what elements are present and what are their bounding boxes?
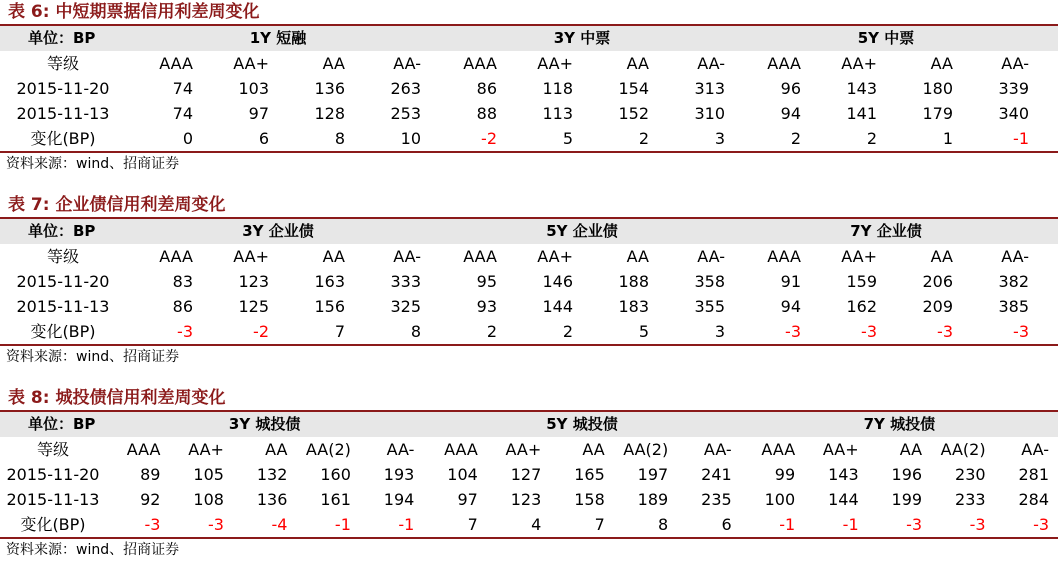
table-cell: -3 xyxy=(1013,322,1029,341)
rating-cell: AA- xyxy=(1001,54,1029,73)
table-cell: 97 xyxy=(457,490,478,509)
table-cell: 146 xyxy=(542,272,573,291)
table-cell: 7 xyxy=(467,515,478,534)
row-label: 2015-11-13 xyxy=(6,490,100,509)
group-header: 5Y 城投债 xyxy=(546,415,618,433)
group-header: 3Y 中票 xyxy=(553,29,611,47)
table-cell: 105 xyxy=(193,465,224,484)
table-cell: 160 xyxy=(320,465,351,484)
table-cell: 96 xyxy=(780,79,801,98)
rating-cell: AA xyxy=(626,54,649,73)
table-row xyxy=(0,76,1058,101)
row-label: 等级 xyxy=(46,247,79,266)
table-cell: 183 xyxy=(618,297,649,316)
table-cell: 382 xyxy=(998,272,1029,291)
table-cell: 113 xyxy=(542,104,573,123)
group-header: 3Y 城投债 xyxy=(228,415,301,433)
table-cell: 179 xyxy=(922,104,953,123)
table-cell: 180 xyxy=(922,79,953,98)
group-header: 7Y 城投债 xyxy=(863,415,936,433)
table-cell: 132 xyxy=(256,465,288,484)
table-cell: 358 xyxy=(694,272,725,291)
table-cell: -2 xyxy=(253,322,269,341)
data-table xyxy=(0,410,1058,539)
table-cell: 104 xyxy=(447,465,478,484)
table-cell: 144 xyxy=(542,297,573,316)
table-cell: 123 xyxy=(238,272,269,291)
rating-row xyxy=(0,244,1058,269)
rating-cell: AA+ xyxy=(841,54,877,73)
table-cell: 1 xyxy=(942,129,953,148)
table-cell: 5 xyxy=(562,129,573,148)
table-cell: 74 xyxy=(172,79,193,98)
table-cell: 158 xyxy=(574,490,605,509)
table-cell: 284 xyxy=(1018,490,1050,509)
group-header: 7Y 企业债 xyxy=(850,222,922,240)
group-header: 1Y 短融 xyxy=(249,29,307,47)
table-cell: -2 xyxy=(481,129,497,148)
row-label: 变化(BP) xyxy=(30,129,96,148)
table-cell: 136 xyxy=(256,490,288,509)
rating-cell: AA xyxy=(322,247,345,266)
table-cell: 194 xyxy=(383,490,415,509)
rating-cell: AA+ xyxy=(537,247,573,266)
table-cell: 141 xyxy=(846,104,877,123)
rating-cell: AA+ xyxy=(505,440,542,459)
table-cell: 6 xyxy=(721,515,732,534)
table-cell: 118 xyxy=(542,79,573,98)
rating-cell: AA xyxy=(930,247,953,266)
table-cell: 94 xyxy=(780,104,801,123)
table-cell: -1 xyxy=(398,515,415,534)
source-note: 资料来源：wind、招商证券 xyxy=(6,542,180,558)
table-cell: 108 xyxy=(193,490,224,509)
table-7 xyxy=(0,193,1058,368)
row-label: 变化(BP) xyxy=(30,322,96,341)
table-cell: 4 xyxy=(531,515,542,534)
row-label: 变化(BP) xyxy=(20,515,86,534)
table-8 xyxy=(0,386,1058,561)
rating-cell: AAA xyxy=(463,247,497,266)
group-header: 5Y 中票 xyxy=(857,29,915,47)
table-cell: 165 xyxy=(574,465,605,484)
table-cell: -3 xyxy=(906,515,923,534)
table-cell: -3 xyxy=(785,322,801,341)
rating-cell: AA(2) xyxy=(305,440,351,459)
rating-cell: AA- xyxy=(1021,440,1050,459)
table-cell: 144 xyxy=(828,490,859,509)
table-cell: 6 xyxy=(258,129,269,148)
table-cell: 89 xyxy=(140,465,161,484)
table-cell: 86 xyxy=(172,297,193,316)
table-cell: 199 xyxy=(891,490,923,509)
rating-cell: AAA xyxy=(761,440,796,459)
table-cell: 91 xyxy=(780,272,801,291)
rating-cell: AAA xyxy=(126,440,161,459)
row-label: 2015-11-20 xyxy=(16,79,110,98)
rating-cell: AA+ xyxy=(822,440,859,459)
table-cell: 193 xyxy=(383,465,415,484)
table-cell: 233 xyxy=(955,490,986,509)
table-cell: 10 xyxy=(400,129,421,148)
table-cell: 385 xyxy=(998,297,1029,316)
table-header-row xyxy=(0,219,1058,244)
table-cell: 281 xyxy=(1018,465,1050,484)
table-cell: 197 xyxy=(637,465,669,484)
data-table xyxy=(0,24,1058,153)
source-note: 资料来源：wind、招商证券 xyxy=(6,349,180,365)
rating-cell: AA- xyxy=(697,54,725,73)
table-cell: -3 xyxy=(177,322,193,341)
unit-label: 单位：BP xyxy=(28,415,96,433)
rating-cell: AA- xyxy=(393,54,421,73)
table-cell: 209 xyxy=(922,297,953,316)
table-cell: 263 xyxy=(390,79,421,98)
table-cell: 3 xyxy=(714,129,725,148)
rating-cell: AA- xyxy=(697,247,725,266)
rating-cell: AA- xyxy=(1001,247,1029,266)
table-cell: 188 xyxy=(618,272,649,291)
table-row xyxy=(0,487,1058,512)
rating-cell: AA(2) xyxy=(940,440,986,459)
table-cell: 2 xyxy=(562,322,573,341)
table-cell: -1 xyxy=(334,515,351,534)
table-cell: 2 xyxy=(638,129,649,148)
table-row xyxy=(0,512,1058,537)
group-header: 5Y 企业债 xyxy=(546,222,618,240)
rating-cell: AA xyxy=(322,54,345,73)
table-cell: 97 xyxy=(248,104,269,123)
data-table xyxy=(0,217,1058,346)
rating-cell: AA xyxy=(626,247,649,266)
rating-cell: AA xyxy=(899,440,923,459)
table-cell: -1 xyxy=(842,515,859,534)
table-cell: 99 xyxy=(774,465,796,484)
table-title: 表 8: 城投债信用利差周变化 xyxy=(8,388,226,408)
table-cell: 230 xyxy=(955,465,986,484)
table-cell: 0 xyxy=(182,129,193,148)
table-6 xyxy=(0,0,1058,175)
table-cell: 93 xyxy=(476,297,497,316)
table-cell: 310 xyxy=(694,104,725,123)
table-cell: 2 xyxy=(790,129,801,148)
table-cell: -3 xyxy=(207,515,224,534)
table-cell: 74 xyxy=(172,104,193,123)
table-cell: 8 xyxy=(658,515,669,534)
rating-row xyxy=(0,437,1058,462)
rating-cell: AA+ xyxy=(188,440,224,459)
table-cell: 123 xyxy=(510,490,542,509)
row-label: 等级 xyxy=(46,54,79,73)
table-cell: 235 xyxy=(701,490,732,509)
table-cell: 2 xyxy=(486,322,497,341)
table-cell: 8 xyxy=(334,129,345,148)
rating-cell: AA+ xyxy=(537,54,573,73)
rating-cell: AA xyxy=(930,54,953,73)
rating-cell: AAA xyxy=(444,440,478,459)
table-cell: 156 xyxy=(314,297,345,316)
group-header: 3Y 企业债 xyxy=(242,222,314,240)
table-row xyxy=(0,462,1058,487)
table-row xyxy=(0,294,1058,319)
rating-cell: AAA xyxy=(767,54,801,73)
unit-label: 单位：BP xyxy=(28,29,96,47)
rating-cell: AA+ xyxy=(233,54,269,73)
rating-cell: AA- xyxy=(386,440,415,459)
source-note: 资料来源：wind、招商证券 xyxy=(6,156,180,172)
table-cell: 94 xyxy=(780,297,801,316)
table-cell: 83 xyxy=(172,272,193,291)
table-cell: 143 xyxy=(828,465,859,484)
table-header-row xyxy=(0,412,1058,437)
rating-cell: AA+ xyxy=(841,247,877,266)
table-cell: 154 xyxy=(618,79,649,98)
rating-cell: AAA xyxy=(767,247,801,266)
table-cell: 7 xyxy=(594,515,605,534)
rating-cell: AAA xyxy=(463,54,497,73)
rating-cell: AA xyxy=(582,440,605,459)
table-cell: 95 xyxy=(476,272,497,291)
rating-cell: AA xyxy=(265,440,288,459)
table-cell: 206 xyxy=(922,272,953,291)
table-cell: 7 xyxy=(334,322,345,341)
table-cell: 88 xyxy=(476,104,497,123)
table-cell: -1 xyxy=(779,515,796,534)
rating-cell: AA- xyxy=(393,247,421,266)
table-cell: 2 xyxy=(866,129,877,148)
table-cell: 136 xyxy=(314,79,345,98)
table-cell: 340 xyxy=(998,104,1029,123)
table-cell: -3 xyxy=(861,322,877,341)
rating-cell: AAA xyxy=(159,54,193,73)
table-cell: 127 xyxy=(510,465,542,484)
rating-cell: AAA xyxy=(159,247,193,266)
table-cell: 152 xyxy=(618,104,649,123)
table-cell: 5 xyxy=(638,322,649,341)
rating-cell: AA(2) xyxy=(623,440,669,459)
table-cell: 333 xyxy=(390,272,421,291)
table-cell: -3 xyxy=(1033,515,1050,534)
table-cell: 253 xyxy=(390,104,421,123)
table-cell: 339 xyxy=(998,79,1029,98)
table-cell: 313 xyxy=(694,79,725,98)
rating-cell: AA+ xyxy=(233,247,269,266)
table-row xyxy=(0,101,1058,126)
table-cell: 128 xyxy=(314,104,345,123)
table-row xyxy=(0,269,1058,294)
table-cell: -1 xyxy=(1013,129,1029,148)
rating-cell: AA- xyxy=(703,440,732,459)
table-cell: 189 xyxy=(637,490,669,509)
row-label: 2015-11-13 xyxy=(16,297,110,316)
table-header-row xyxy=(0,26,1058,51)
table-cell: 196 xyxy=(891,465,923,484)
table-cell: 159 xyxy=(846,272,877,291)
unit-label: 单位：BP xyxy=(28,222,96,240)
row-label: 2015-11-13 xyxy=(16,104,110,123)
table-row xyxy=(0,319,1058,344)
table-cell: 8 xyxy=(410,322,421,341)
table-cell: 103 xyxy=(238,79,269,98)
table-cell: 241 xyxy=(701,465,732,484)
table-title: 表 7: 企业债信用利差周变化 xyxy=(8,195,226,215)
table-cell: 143 xyxy=(846,79,877,98)
table-cell: -3 xyxy=(969,515,986,534)
table-title: 表 6: 中短期票据信用利差周变化 xyxy=(8,2,260,22)
table-cell: 325 xyxy=(390,297,421,316)
table-row xyxy=(0,126,1058,151)
table-cell: 355 xyxy=(694,297,725,316)
table-cell: -4 xyxy=(271,515,288,534)
table-cell: -3 xyxy=(144,515,161,534)
table-cell: 3 xyxy=(714,322,725,341)
row-label: 2015-11-20 xyxy=(16,272,110,291)
row-label: 2015-11-20 xyxy=(6,465,100,484)
table-cell: 100 xyxy=(764,490,796,509)
table-cell: 92 xyxy=(140,490,161,509)
rating-row xyxy=(0,51,1058,76)
table-cell: 162 xyxy=(846,297,877,316)
table-cell: 161 xyxy=(320,490,351,509)
table-cell: 125 xyxy=(238,297,269,316)
table-cell: 86 xyxy=(476,79,497,98)
table-cell: 163 xyxy=(314,272,345,291)
table-cell: -3 xyxy=(937,322,953,341)
row-label: 等级 xyxy=(36,440,69,459)
